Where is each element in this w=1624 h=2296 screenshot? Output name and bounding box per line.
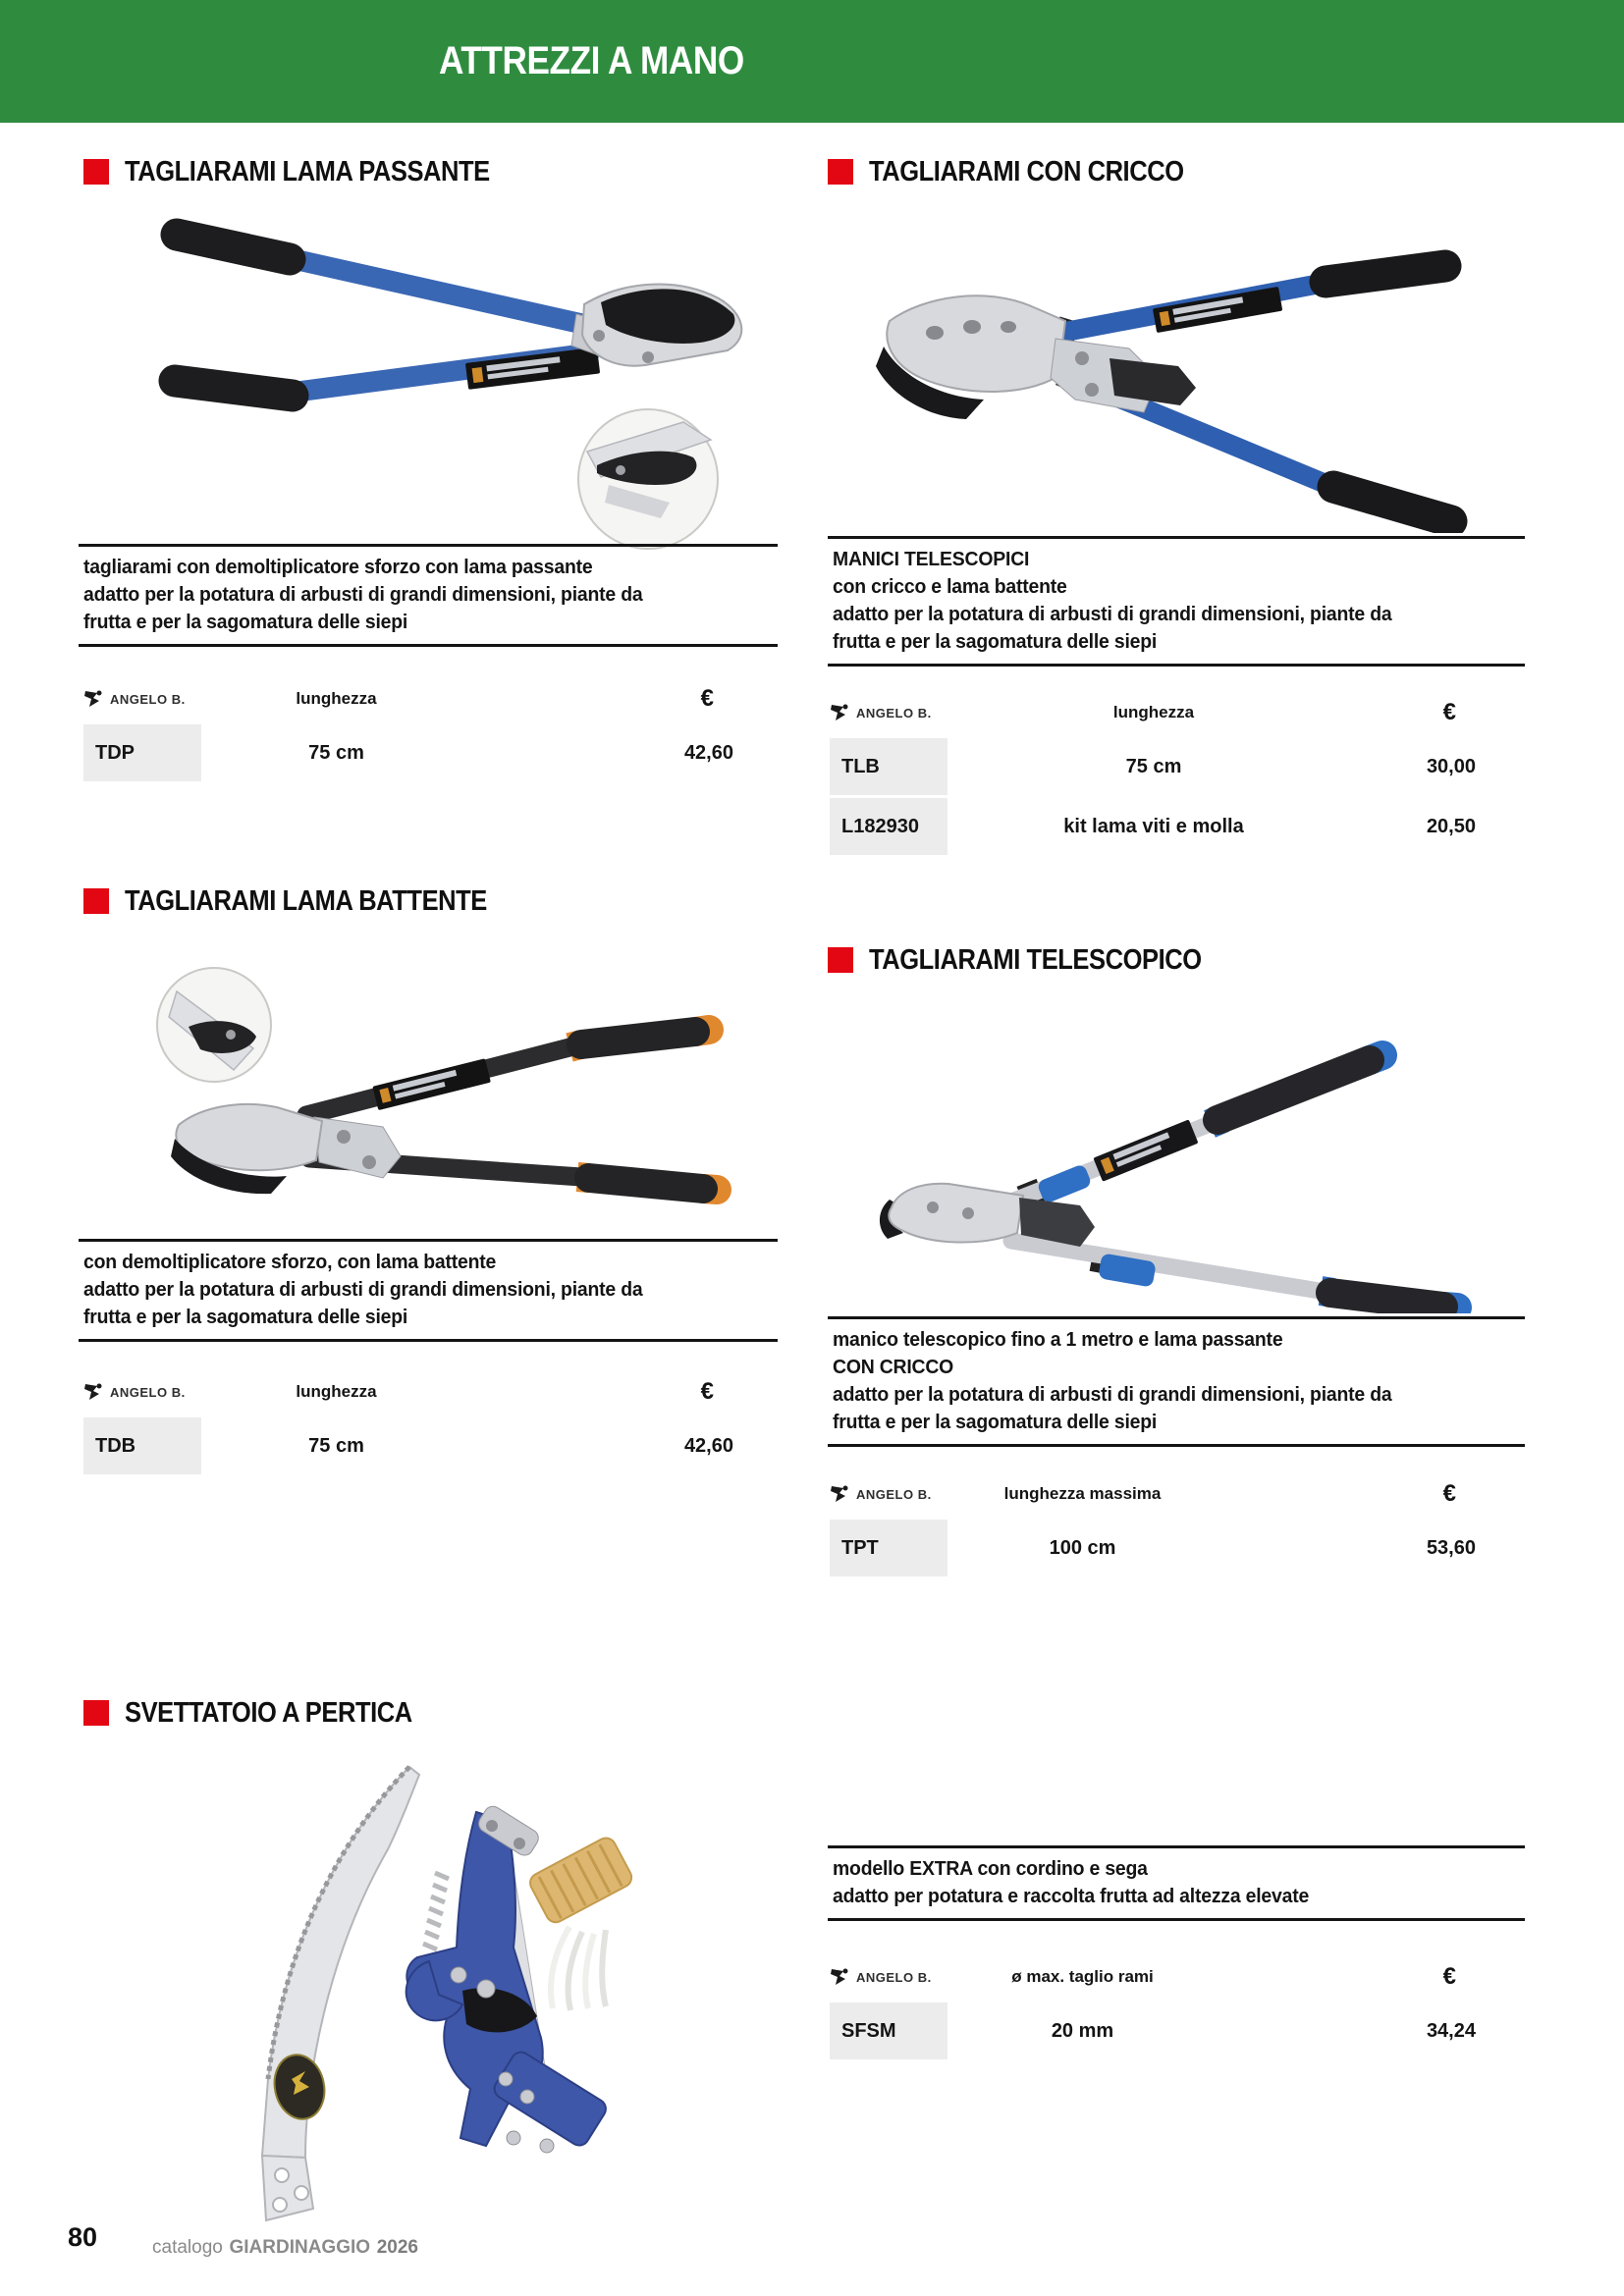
page-number: 80 bbox=[68, 2222, 98, 2252]
brand-mark-icon bbox=[830, 1484, 851, 1504]
description-line: con cricco e lama battente bbox=[833, 576, 1067, 598]
red-square-bullet-icon bbox=[83, 888, 109, 914]
brand-logo bbox=[830, 1484, 947, 1504]
description-line: tagliarami con demoltiplicatore sforzo con lama passante bbox=[83, 557, 593, 578]
brand-mark-icon bbox=[83, 1382, 105, 1402]
page-header-bar bbox=[0, 0, 1624, 123]
brand-mark-icon bbox=[830, 703, 851, 722]
column-header-value: lunghezza bbox=[296, 689, 377, 708]
price-table-lama-battente bbox=[83, 1372, 743, 1477]
description-line: frutta e per la sagomatura delle siepi bbox=[83, 1307, 408, 1328]
description-line: adatto per la potatura di arbusti di grandi dimensioni, piante da bbox=[833, 604, 1392, 625]
table-row bbox=[830, 2002, 1486, 2059]
catalog-footer-label bbox=[152, 2237, 418, 2259]
product-photo-tagliarami-lama-battente bbox=[137, 934, 756, 1239]
description-line: adatto per la potatura di arbusti di grandi dimensioni, piante da bbox=[83, 1279, 643, 1301]
description-line: frutta e per la sagomatura delle siepi bbox=[833, 631, 1158, 653]
product-price: 30,00 bbox=[1426, 755, 1476, 777]
pole-pruner-illustration-icon bbox=[182, 1755, 663, 2241]
table-header-row bbox=[830, 693, 1486, 732]
red-square-bullet-icon bbox=[828, 159, 853, 185]
product-price: 20,50 bbox=[1426, 815, 1476, 837]
section-header-lama-battente bbox=[83, 886, 536, 916]
lopper-blue-illustration-icon bbox=[137, 188, 756, 550]
description-line: modello EXTRA con cordino e sega bbox=[833, 1858, 1148, 1880]
description-lama-passante bbox=[79, 544, 778, 647]
product-price: 53,60 bbox=[1426, 1536, 1476, 1559]
section-title: TAGLIARAMI LAMA BATTENTE bbox=[125, 884, 487, 917]
section-title: SVETTATOIO A PERTICA bbox=[125, 1696, 412, 1729]
red-square-bullet-icon bbox=[828, 947, 853, 973]
product-code: TPT bbox=[830, 1520, 947, 1576]
product-photo-tagliarami-con-cricco bbox=[864, 231, 1524, 538]
column-header-value: lunghezza bbox=[1112, 703, 1195, 721]
product-value: 20 mm bbox=[1051, 2019, 1114, 2042]
description-line: frutta e per la sagomatura delle siepi bbox=[833, 1412, 1158, 1433]
section-header-lama-passante bbox=[83, 157, 539, 187]
description-line: con demoltiplicatore sforzo, con lama battente bbox=[83, 1252, 497, 1273]
section-title: TAGLIARAMI CON CRICCO bbox=[869, 155, 1184, 187]
product-value: 75 cm bbox=[308, 741, 364, 764]
description-lama-battente bbox=[79, 1239, 778, 1342]
product-price: 34,24 bbox=[1426, 2019, 1476, 2042]
brand-name: ANGELO B. bbox=[856, 1486, 932, 1502]
brand-mark-icon bbox=[83, 689, 105, 709]
column-header-currency: € bbox=[700, 685, 714, 712]
description-line: frutta e per la sagomatura delle siepi bbox=[83, 612, 408, 633]
table-header-row bbox=[830, 1957, 1486, 1997]
brand-logo bbox=[830, 1967, 947, 1987]
column-header-currency: € bbox=[700, 1378, 714, 1405]
product-photo-tagliarami-lama-passante bbox=[137, 188, 756, 555]
column-header-value: lunghezza massima bbox=[1003, 1484, 1162, 1503]
product-value: 75 cm bbox=[308, 1434, 364, 1457]
section-title: TAGLIARAMI TELESCOPICO bbox=[869, 943, 1202, 976]
page-title: ATTREZZI A MANO bbox=[439, 39, 744, 82]
brand-logo bbox=[83, 689, 201, 709]
description-line: manico telescopico fino a 1 metro e lama passante bbox=[833, 1329, 1283, 1351]
catalog-label: catalogo bbox=[152, 2237, 223, 2258]
red-square-bullet-icon bbox=[83, 159, 109, 185]
brand-name: ANGELO B. bbox=[110, 691, 186, 707]
section-header-svettatoio bbox=[83, 1698, 452, 1728]
product-code: TLB bbox=[830, 738, 947, 795]
product-photo-tagliarami-telescopico bbox=[874, 980, 1522, 1318]
catalog-year: 2026 bbox=[376, 2237, 418, 2258]
product-code: L182930 bbox=[830, 798, 947, 855]
red-square-bullet-icon bbox=[83, 1700, 109, 1726]
product-value: kit lama viti e molla bbox=[1063, 815, 1244, 837]
catalog-name: GIARDINAGGIO bbox=[229, 2237, 371, 2258]
product-code: TDP bbox=[83, 724, 201, 781]
telescopic-lopper-illustration-icon bbox=[874, 980, 1522, 1313]
lopper-black-orange-illustration-icon bbox=[137, 934, 756, 1234]
brand-name: ANGELO B. bbox=[856, 705, 932, 721]
ratchet-lopper-illustration-icon bbox=[864, 231, 1524, 533]
brand-mark-icon bbox=[830, 1967, 851, 1987]
product-photo-svettatoio-a-pertica bbox=[182, 1755, 663, 2246]
price-table-lama-passante bbox=[83, 679, 743, 784]
description-telescopico bbox=[828, 1316, 1525, 1447]
table-header-row bbox=[83, 1372, 743, 1412]
brand-logo bbox=[830, 703, 947, 722]
description-line: adatto per la potatura di arbusti di grandi dimensioni, piante da bbox=[83, 584, 643, 606]
table-header-row bbox=[830, 1474, 1486, 1514]
table-row bbox=[830, 1520, 1486, 1576]
column-header-value: ø max. taglio rami bbox=[1011, 1967, 1154, 1986]
description-line: CON CRICCO bbox=[833, 1357, 954, 1378]
table-row bbox=[83, 724, 743, 781]
description-line: adatto per potatura e raccolta frutta ad altezza elevate bbox=[833, 1886, 1310, 1907]
product-code: SFSM bbox=[830, 2002, 947, 2059]
table-row bbox=[830, 738, 1486, 795]
price-table-svettatoio bbox=[830, 1957, 1486, 2062]
table-header-row bbox=[83, 679, 743, 719]
column-header-currency: € bbox=[1442, 1963, 1456, 1990]
table-row bbox=[830, 798, 1486, 855]
product-code: TDB bbox=[83, 1417, 201, 1474]
brand-name: ANGELO B. bbox=[110, 1384, 186, 1400]
column-header-currency: € bbox=[1442, 699, 1456, 725]
product-value: 75 cm bbox=[1125, 755, 1182, 777]
brand-logo bbox=[83, 1382, 201, 1402]
description-line: adatto per la potatura di arbusti di grandi dimensioni, piante da bbox=[833, 1384, 1392, 1406]
product-price: 42,60 bbox=[683, 741, 733, 764]
product-value: 100 cm bbox=[1049, 1536, 1116, 1559]
brand-name: ANGELO B. bbox=[856, 1969, 932, 1985]
description-line: MANICI TELESCOPICI bbox=[833, 549, 1030, 570]
description-svettatoio bbox=[828, 1845, 1525, 1921]
description-con-cricco bbox=[828, 536, 1525, 667]
section-header-telescopico bbox=[828, 945, 1247, 975]
product-price: 42,60 bbox=[683, 1434, 733, 1457]
section-header-con-cricco bbox=[828, 157, 1226, 187]
column-header-value: lunghezza bbox=[296, 1382, 377, 1401]
price-table-con-cricco bbox=[830, 693, 1486, 858]
column-header-currency: € bbox=[1442, 1480, 1456, 1507]
table-row bbox=[83, 1417, 743, 1474]
section-title: TAGLIARAMI LAMA PASSANTE bbox=[125, 155, 490, 187]
price-table-telescopico bbox=[830, 1474, 1486, 1579]
